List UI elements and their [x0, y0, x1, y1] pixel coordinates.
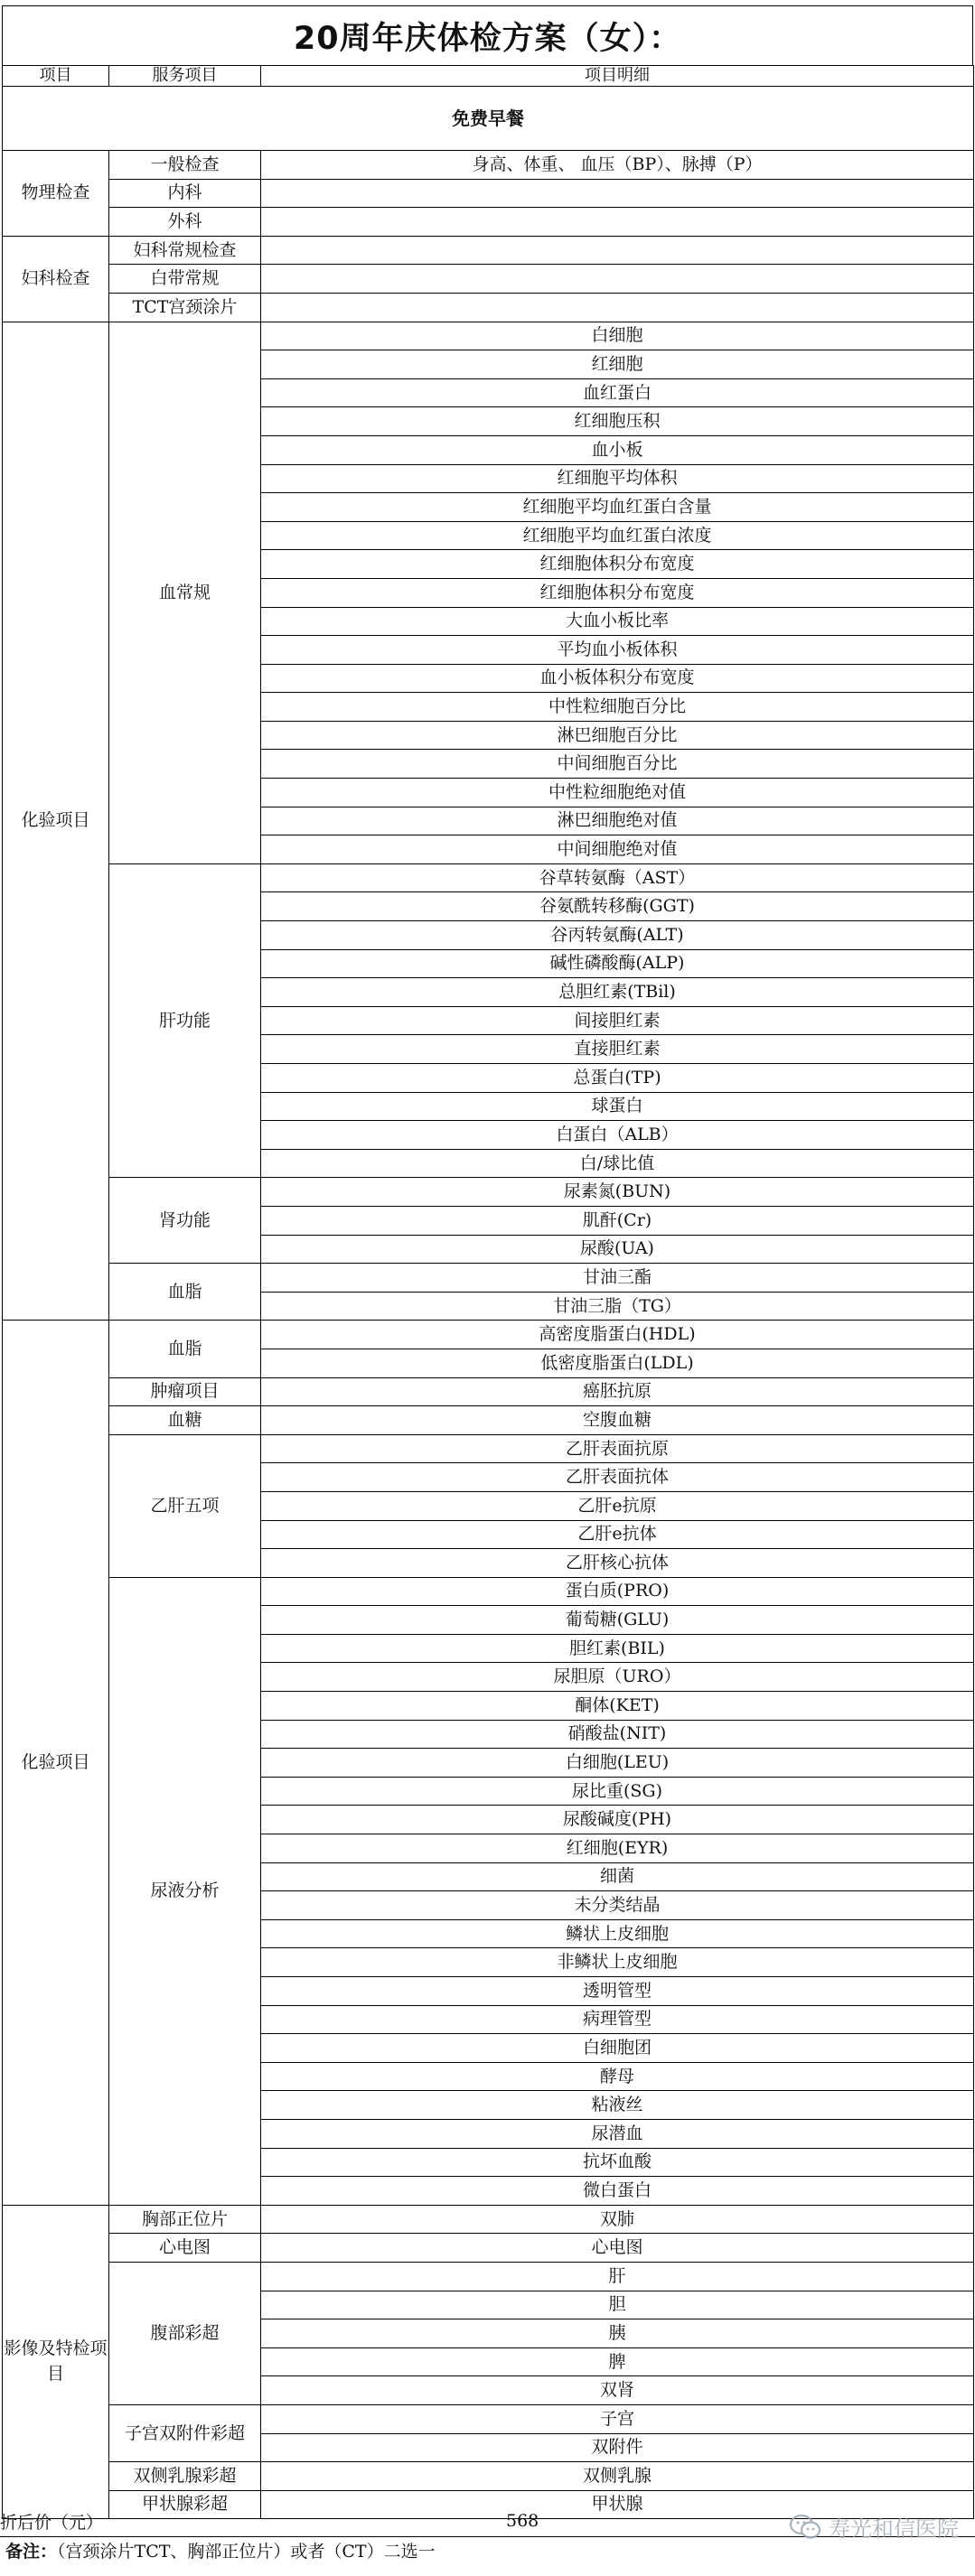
detail-cell: 乙肝表面抗体: [261, 1463, 974, 1492]
service-cell: 子宫双附件彩超: [109, 2404, 261, 2461]
service-cell: 血常规: [109, 322, 261, 863]
detail-cell: [261, 293, 974, 322]
table-row: [3, 1377, 974, 1406]
table-row: [3, 2404, 974, 2433]
detail-cell: 中间细胞百分比: [261, 750, 974, 779]
detail-cell: 淋巴细胞绝对值: [261, 807, 974, 835]
detail-cell: 白/球比值: [261, 1149, 974, 1178]
detail-cell: 碱性磷酸酶(ALP): [261, 949, 974, 978]
table-row: [3, 1321, 974, 1349]
detail-cell: 谷草转氨酶（AST）: [261, 863, 974, 892]
table-row: [3, 293, 974, 322]
detail-cell: 红细胞压积: [261, 407, 974, 436]
detail-cell: 乙肝e抗原: [261, 1491, 974, 1520]
detail-cell: 尿酸碱度(PH): [261, 1806, 974, 1834]
table-row: [3, 208, 974, 237]
detail-cell: 谷氨酰转移酶(GGT): [261, 892, 974, 921]
price-value: 568: [506, 2511, 539, 2531]
detail-cell: 红细胞平均体积: [261, 464, 974, 493]
watermark: [789, 2511, 959, 2543]
breakfast-label: 免费早餐: [3, 87, 974, 151]
detail-cell: 红细胞平均血红蛋白含量: [261, 493, 974, 522]
detail-cell: 尿酸(UA): [261, 1235, 974, 1264]
detail-cell: 双侧乳腺: [261, 2462, 974, 2491]
category-cell: 妇科检查: [3, 236, 109, 322]
detail-cell: 淋巴细胞百分比: [261, 721, 974, 750]
detail-cell: 直接胆红素: [261, 1035, 974, 1064]
header-row: [3, 66, 974, 87]
detail-cell: 病理管型: [261, 2005, 974, 2034]
service-cell: 肝功能: [109, 863, 261, 1178]
note-text: （宫颈涂片TCT、胸部正位片）或者（CT）二选一: [57, 2542, 436, 2562]
detail-cell: 血小板体积分布宽度: [261, 664, 974, 693]
service-cell: 一般检查: [109, 151, 261, 180]
detail-cell: 酮体(KET): [261, 1692, 974, 1721]
service-cell: 双侧乳腺彩超: [109, 2462, 261, 2491]
detail-cell: 子宫: [261, 2404, 974, 2433]
service-cell: 血脂: [109, 1321, 261, 1377]
service-cell: 乙肝五项: [109, 1434, 261, 1577]
detail-cell: 胆红素(BIL): [261, 1634, 974, 1663]
detail-cell: 肌酐(Cr): [261, 1206, 974, 1235]
detail-cell: 抗坏血酸: [261, 2148, 974, 2177]
detail-cell: 甲状腺: [261, 2490, 974, 2519]
detail-cell: [261, 179, 974, 208]
table-row: [3, 151, 974, 180]
service-cell: TCT宫颈涂片: [109, 293, 261, 322]
service-cell: 尿液分析: [109, 1577, 261, 2205]
detail-cell: 乙肝表面抗原: [261, 1434, 974, 1463]
detail-cell: 红细胞体积分布宽度: [261, 550, 974, 579]
page-title: 20周年庆体检方案（女）：: [2, 5, 973, 65]
detail-cell: 白细胞: [261, 322, 974, 350]
detail-cell: 平均血小板体积: [261, 636, 974, 665]
detail-cell: 血红蛋白: [261, 378, 974, 407]
detail-cell: 中性粒细胞百分比: [261, 693, 974, 722]
header-category: 项目: [3, 66, 109, 87]
table-row: [3, 2462, 974, 2491]
table-row: [3, 1264, 974, 1293]
detail-cell: [261, 208, 974, 237]
detail-cell: 乙肝核心抗体: [261, 1549, 974, 1578]
detail-cell: 总胆红素(TBil): [261, 978, 974, 1007]
note-label: 备注：: [5, 2542, 58, 2562]
detail-cell: 透明管型: [261, 1977, 974, 2006]
detail-cell: 酵母: [261, 2062, 974, 2091]
table-row: [3, 265, 974, 294]
service-cell: 血糖: [109, 1406, 261, 1435]
detail-cell: 双肺: [261, 2205, 974, 2234]
chat-bubble-icon: [789, 2514, 821, 2541]
detail-cell: 胆: [261, 2291, 974, 2319]
category-cell: 影像及特检项目: [3, 2205, 109, 2519]
service-cell: 胸部正位片: [109, 2205, 261, 2234]
detail-cell: 身高、体重、 血压（BP）、脉搏（P）: [261, 151, 974, 180]
note: [5, 2538, 436, 2562]
detail-cell: 心电图: [261, 2234, 974, 2263]
detail-cell: 未分类结晶: [261, 1891, 974, 1920]
detail-cell: 红细胞体积分布宽度: [261, 578, 974, 607]
detail-cell: 非鳞状上皮细胞: [261, 1948, 974, 1977]
detail-cell: 白细胞(LEU): [261, 1749, 974, 1778]
service-cell: 外科: [109, 208, 261, 237]
table-row: [3, 1577, 974, 1606]
detail-cell: 中间细胞绝对值: [261, 835, 974, 864]
detail-cell: 双肾: [261, 2376, 974, 2405]
service-cell: 心电图: [109, 2234, 261, 2263]
category-cell: 化验项目: [3, 322, 109, 1321]
service-cell: 白带常规: [109, 265, 261, 294]
detail-cell: 间接胆红素: [261, 1006, 974, 1035]
service-cell: 内科: [109, 179, 261, 208]
detail-cell: 谷丙转氨酶(ALT): [261, 921, 974, 950]
detail-cell: 甘油三脂（TG）: [261, 1292, 974, 1321]
detail-cell: 脾: [261, 2347, 974, 2376]
table-row: [3, 2234, 974, 2263]
price-label: 折后价（元）: [0, 2513, 104, 2533]
detail-cell: 球蛋白: [261, 1092, 974, 1121]
table-row: [3, 863, 974, 892]
service-cell: 肾功能: [109, 1178, 261, 1264]
service-cell: 妇科常规检查: [109, 236, 261, 265]
service-cell: 血脂: [109, 1264, 261, 1321]
detail-cell: 白蛋白（ALB）: [261, 1121, 974, 1150]
table-row: [3, 1406, 974, 1435]
detail-cell: 鳞状上皮细胞: [261, 1919, 974, 1948]
detail-cell: 葡萄糖(GLU): [261, 1606, 974, 1635]
detail-cell: 蛋白质(PRO): [261, 1577, 974, 1606]
detail-cell: 粘液丝: [261, 2091, 974, 2120]
detail-cell: 白细胞团: [261, 2034, 974, 2063]
detail-cell: 尿胆原（URO）: [261, 1663, 974, 1692]
table-row: [3, 2262, 974, 2291]
detail-cell: [261, 265, 974, 294]
detail-cell: 双附件: [261, 2433, 974, 2462]
table-row: [3, 236, 974, 265]
service-cell: 甲状腺彩超: [109, 2490, 261, 2519]
detail-cell: 乙肝e抗体: [261, 1520, 974, 1549]
detail-cell: 胰: [261, 2319, 974, 2348]
watermark-text: 寿光和信医院: [829, 2516, 959, 2542]
detail-cell: 甘油三酯: [261, 1264, 974, 1293]
detail-cell: 红细胞平均血红蛋白浓度: [261, 521, 974, 550]
table-row: [3, 179, 974, 208]
service-cell: 腹部彩超: [109, 2262, 261, 2404]
detail-cell: 尿比重(SG): [261, 1777, 974, 1806]
detail-cell: 中性粒细胞绝对值: [261, 779, 974, 807]
header-service: 服务项目: [109, 66, 261, 87]
detail-cell: 癌胚抗原: [261, 1377, 974, 1406]
category-cell: 物理检查: [3, 151, 109, 237]
detail-cell: 硝酸盐(NIT): [261, 1720, 974, 1749]
service-cell: 肿瘤项目: [109, 1377, 261, 1406]
table-row: [3, 2205, 974, 2234]
detail-cell: 红细胞: [261, 350, 974, 379]
detail-cell: 尿潜血: [261, 2119, 974, 2148]
table-row: [3, 322, 974, 350]
header-detail: 项目明细: [261, 66, 974, 87]
detail-cell: 低密度脂蛋白(LDL): [261, 1349, 974, 1377]
detail-cell: 细菌: [261, 1862, 974, 1891]
detail-cell: 血小板: [261, 435, 974, 464]
exam-table: [2, 65, 974, 2519]
table-row: [3, 1178, 974, 1207]
detail-cell: 高密度脂蛋白(HDL): [261, 1321, 974, 1349]
category-cell: 化验项目: [3, 1321, 109, 2205]
detail-cell: 肝: [261, 2262, 974, 2291]
detail-cell: 空腹血糖: [261, 1406, 974, 1435]
detail-cell: [261, 236, 974, 265]
detail-cell: 尿素氮(BUN): [261, 1178, 974, 1207]
detail-cell: 大血小板比率: [261, 607, 974, 636]
table-row: [3, 1434, 974, 1463]
detail-cell: 微白蛋白: [261, 2177, 974, 2206]
detail-cell: 总蛋白(TP): [261, 1064, 974, 1093]
breakfast-row: [3, 87, 974, 151]
detail-cell: 红细胞(EYR): [261, 1834, 974, 1863]
